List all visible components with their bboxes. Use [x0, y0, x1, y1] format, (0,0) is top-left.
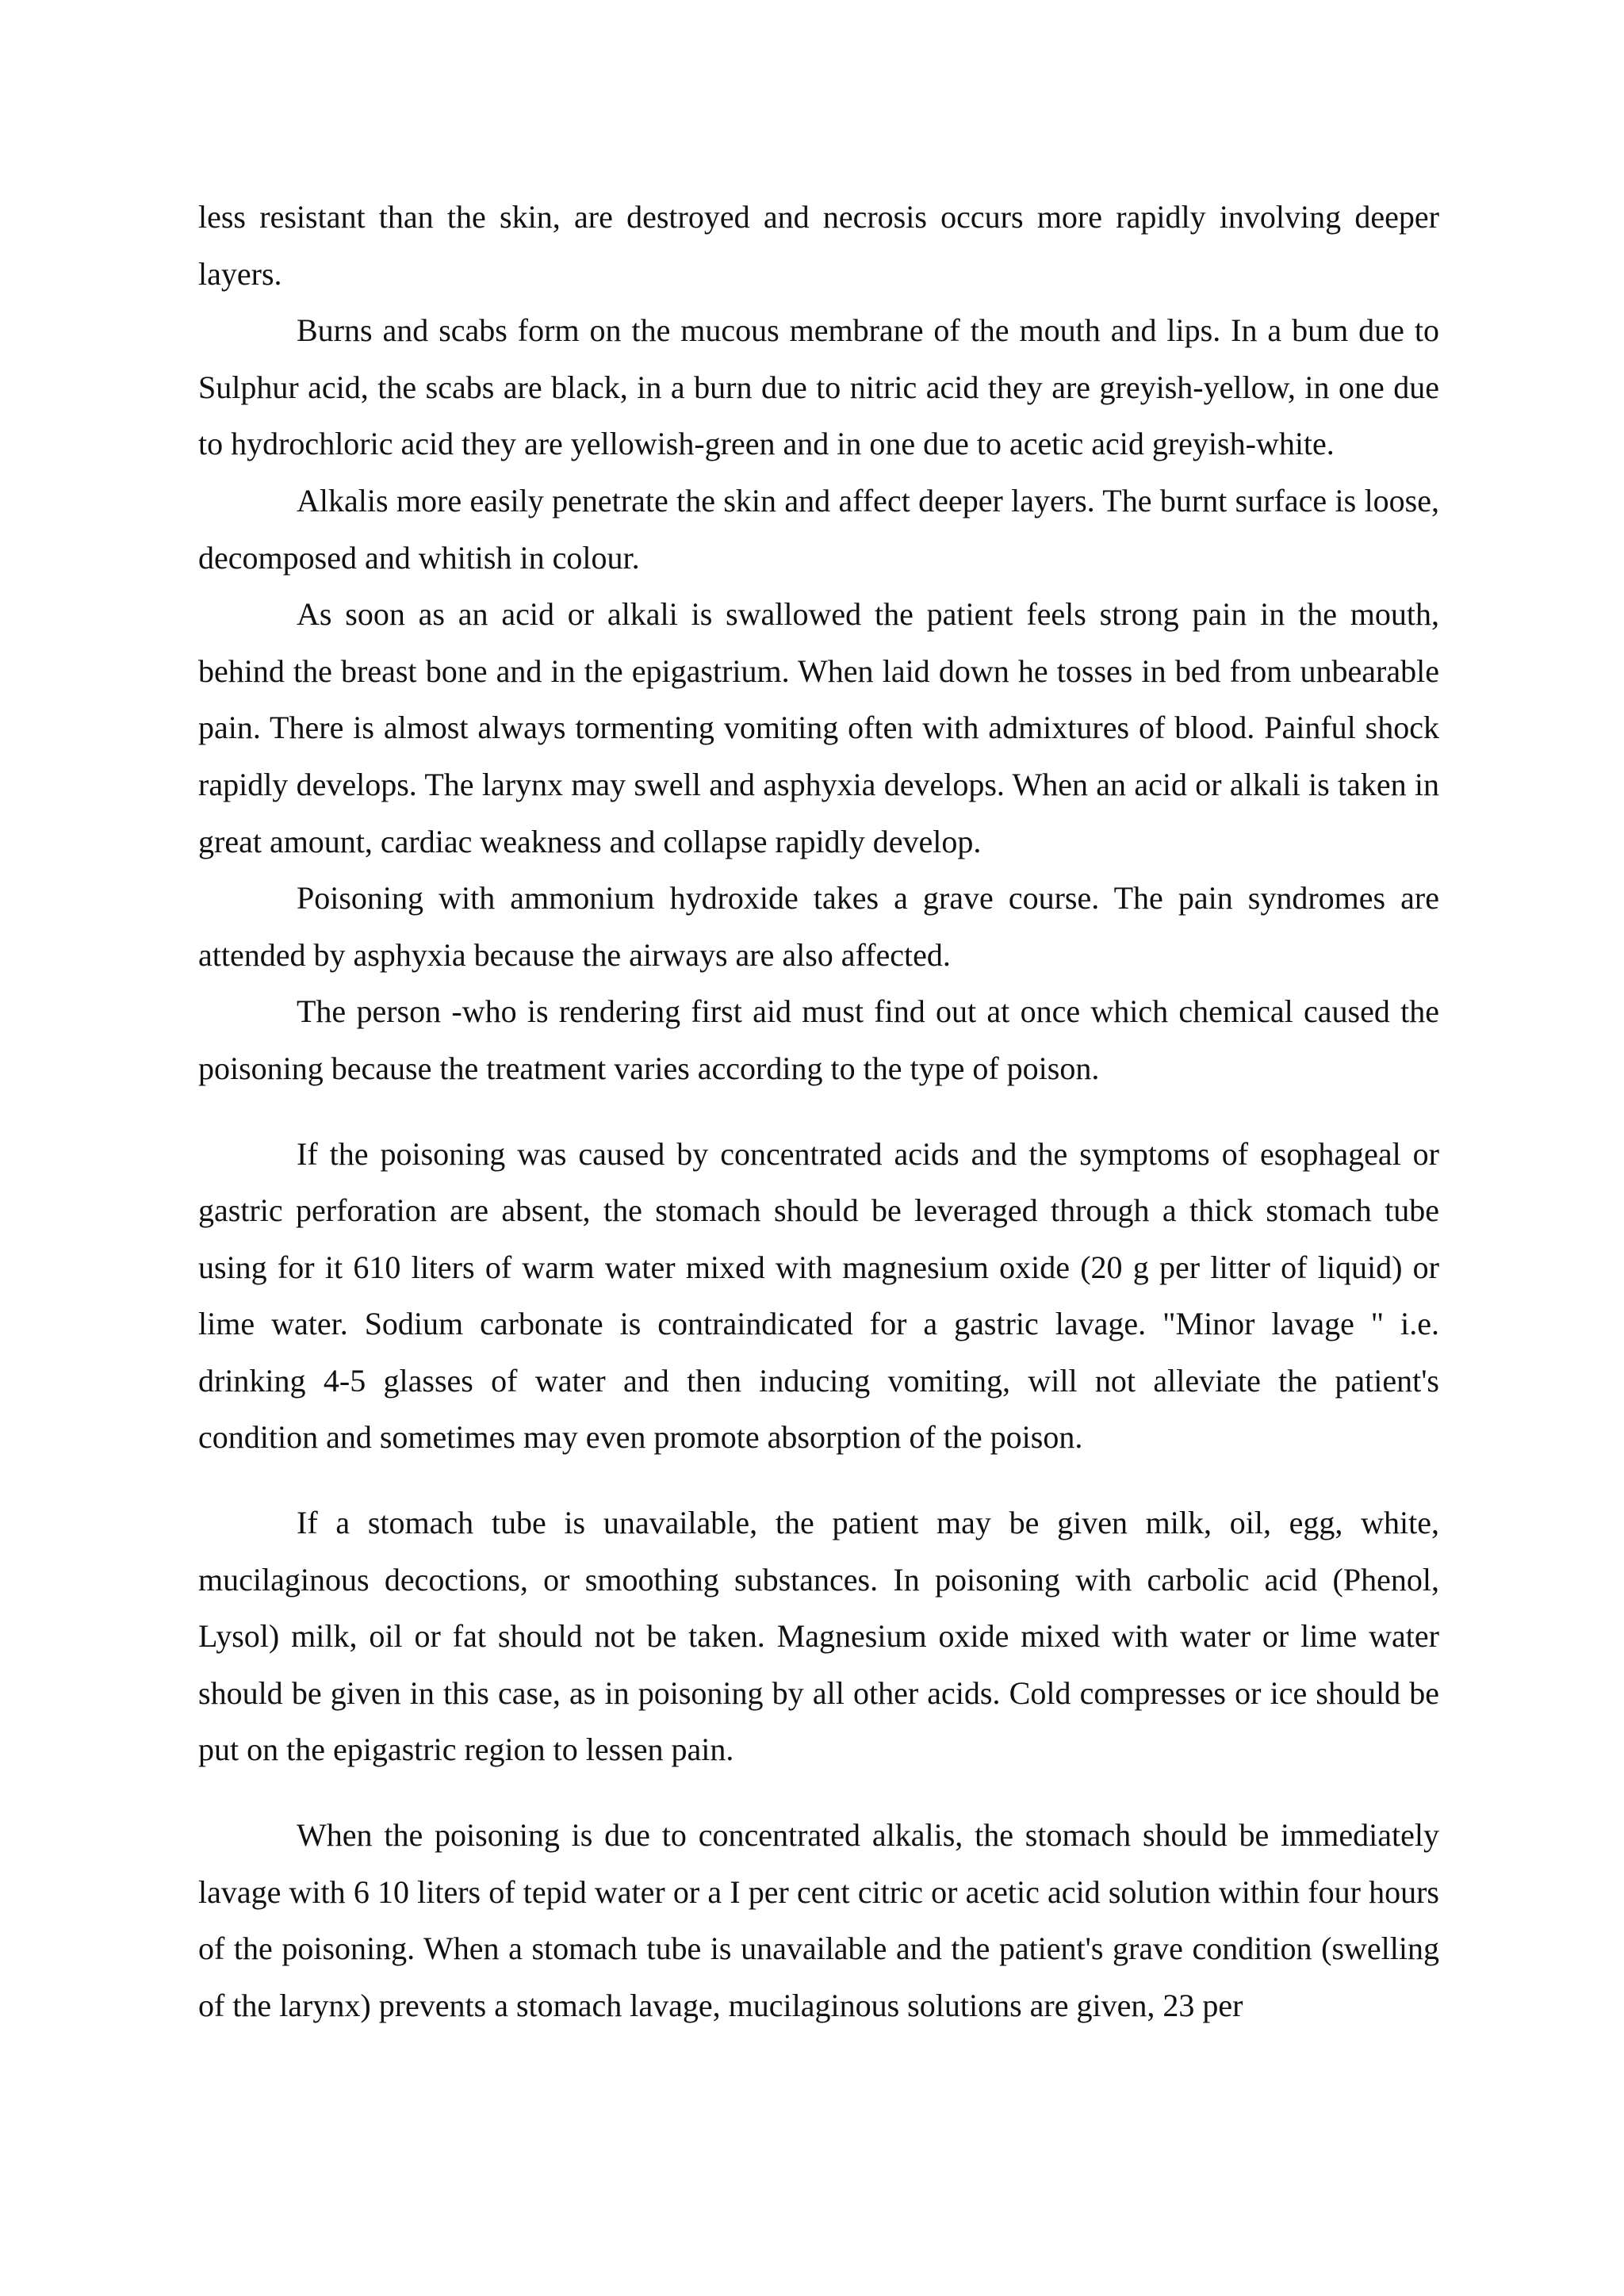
- document-page: [198, 189, 1439, 2034]
- paragraph-burns-and-scabs: Burns and scabs form on the mucous membrane of the mouth and lips. In a bum due to Sulphur acid, the scabs are black, in a burn due to nitric acid they are greyish-yellow, in one due to hydrochloric acid they are yellowish-green and in one due to acetic acid greyish-white.: [198, 312, 1439, 462]
- paragraph-symptoms: As soon as an acid or alkali is swallowed the patient feels strong pain in the mouth, behind the breast bone and in the epigastrium. When laid down he tosses in bed from unbearable pain. There is almost always tormenting vomiting often with admixtures of blood. Painful shock rapidly develops. The larynx may swell and asphyxia develops. When an acid or alkali is taken in great amount, cardiac weakness and collapse rapidly develop.: [198, 596, 1439, 859]
- paragraph-alkalis: Alkalis more easily penetrate the skin and affect deeper layers. The burnt surface is loose, decomposed and whitish in colour.: [198, 482, 1439, 576]
- paragraph-first-aid: The person -who is rendering first aid must find out at once which chemical caused the poisoning because the treatment varies according to the type of poison.: [198, 993, 1439, 1086]
- paragraph-necrosis-continuation: less resistant than the skin, are destroyed and necrosis occurs more rapidly involving deeper layers.: [198, 199, 1439, 292]
- paragraph-acid-treatment: If the poisoning was caused by concentrated acids and the symptoms of esophageal or gastric perforation are absent, the stomach should be leveraged through a thick stomach tube using for it 610 liters of warm water mixed with magnesium oxide (20 g per litter of liquid) or lime water. Sodium carbonate is contraindicated for a gastric lavage. "Minor lavage " i.e. drinking 4-5 glasses of water and then inducing vomiting, will not alleviate the patient's condition and sometimes may even promote absorption of the poison.: [198, 1135, 1439, 1456]
- paragraph-no-stomach-tube: If a stomach tube is unavailable, the patient may be given milk, oil, egg, white, mucilaginous decoctions, or smoothing substances. In poisoning with carbolic acid (Phenol, Lysol) milk, oil or fat should not be taken. Magnesium oxide mixed with water or lime water should be given in this case, as in poisoning by all other acids. Cold compresses or ice should be put on the epigastric region to lessen pain.: [198, 1505, 1439, 1768]
- paragraph-ammonium-hydroxide: Poisoning with ammonium hydroxide takes a grave course. The pain syndromes are attended by asphyxia because the airways are also affected.: [198, 880, 1439, 973]
- paragraph-alkali-treatment: When the poisoning is due to concentrated alkalis, the stomach should be immediately lavage with 6 10 liters of tepid water or a I per cent citric or acetic acid solution within four hours of the poisoning. When a stomach tube is unavailable and the patient's grave condition (swelling of the larynx) prevents a stomach lavage, mucilaginous solutions are given, 23 per: [198, 1817, 1439, 2023]
